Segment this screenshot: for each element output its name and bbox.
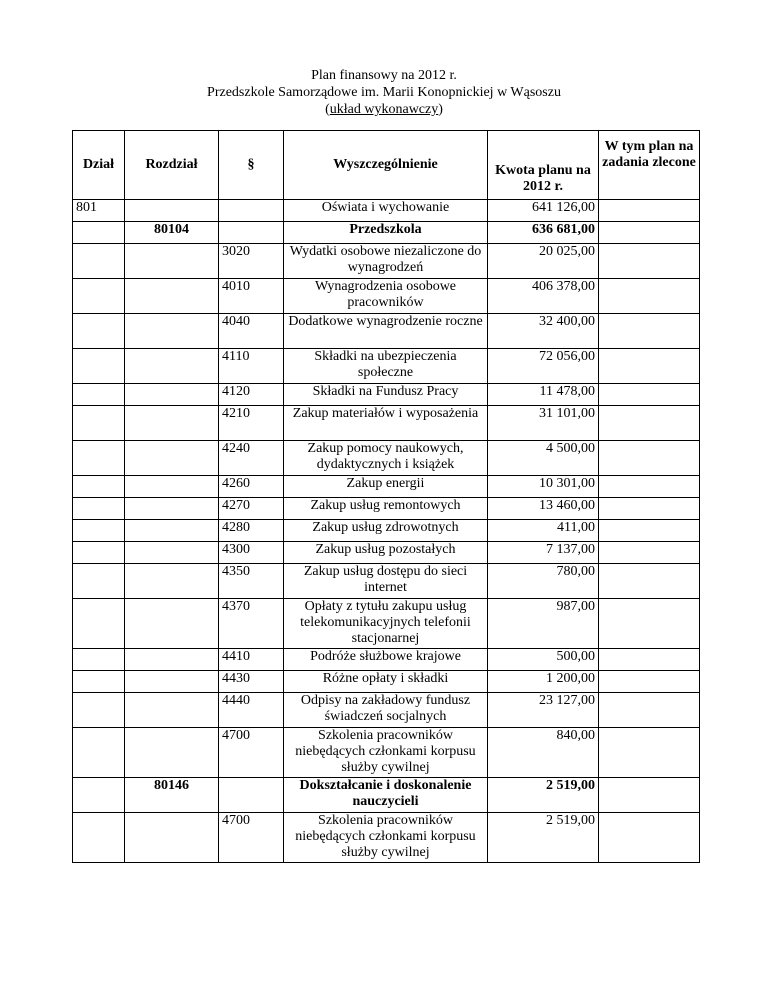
item-paragraph: 4370 (219, 599, 284, 649)
item-paragraph: 4280 (219, 520, 284, 542)
table-row (73, 564, 700, 599)
item-description: Zakup usług pozostałych (284, 542, 488, 564)
dzial-amount: 641 126,00 (488, 200, 599, 222)
item-paragraph: 4410 (219, 649, 284, 671)
dzial-code: 801 (73, 200, 125, 222)
col-header-wyszczegolnienie: Wyszczególnienie (284, 131, 488, 200)
col-header-dzial: Dział (73, 131, 125, 200)
item-description: Zakup usług zdrowotnych (284, 520, 488, 542)
item-amount: 1 200,00 (488, 671, 599, 693)
item-paragraph: 4120 (219, 384, 284, 406)
doc-title: Plan finansowy na 2012 r. (311, 68, 457, 83)
table-row (73, 314, 700, 349)
item-paragraph: 4110 (219, 349, 284, 384)
item-description: Dodatkowe wynagrodzenie roczne (284, 314, 488, 349)
item-amount: 10 301,00 (488, 476, 599, 498)
table-row (73, 542, 700, 564)
section-name: Dokształcanie i doskonalenie nauczycieli (284, 778, 488, 813)
col-header-rozdzial: Rozdział (125, 131, 219, 200)
item-amount: 411,00 (488, 520, 599, 542)
item-amount: 20 025,00 (488, 244, 599, 279)
item-paragraph: 4210 (219, 406, 284, 441)
col-header-paragraf: § (219, 131, 284, 200)
item-paragraph: 4040 (219, 314, 284, 349)
section-amount: 636 681,00 (488, 222, 599, 244)
item-description: Zakup pomocy naukowych, dydaktycznych i książek (284, 441, 488, 476)
item-description: Szkolenia pracowników niebędących członkami korpusu służby cywilnej (284, 813, 488, 863)
section-row (73, 222, 700, 244)
item-description: Szkolenia pracowników niebędących członkami korpusu służby cywilnej (284, 728, 488, 778)
table-header-row (73, 131, 700, 200)
table-row (73, 349, 700, 384)
item-description: Składki na Fundusz Pracy (284, 384, 488, 406)
item-paragraph: 4350 (219, 564, 284, 599)
item-amount: 987,00 (488, 599, 599, 649)
item-paragraph: 4430 (219, 671, 284, 693)
item-description: Składki na ubezpieczenia społeczne (284, 349, 488, 384)
item-description: Zakup usług dostępu do sieci internet (284, 564, 488, 599)
item-description: Wydatki osobowe niezaliczone do wynagrodzeń (284, 244, 488, 279)
col-header-zlecone: W tym plan na zadania zlecone (599, 131, 700, 200)
item-amount: 500,00 (488, 649, 599, 671)
item-amount: 11 478,00 (488, 384, 599, 406)
item-amount: 2 519,00 (488, 813, 599, 863)
item-amount: 31 101,00 (488, 406, 599, 441)
table-row (73, 384, 700, 406)
table-row (73, 244, 700, 279)
section-code: 80146 (125, 778, 219, 813)
table-row (73, 649, 700, 671)
item-paragraph: 4270 (219, 498, 284, 520)
item-paragraph: 4010 (219, 279, 284, 314)
table-row (73, 279, 700, 314)
table-row (73, 476, 700, 498)
item-description: Odpisy na zakładowy fundusz świadczeń socjalnych (284, 693, 488, 728)
item-paragraph: 4700 (219, 728, 284, 778)
item-amount: 32 400,00 (488, 314, 599, 349)
item-description: Wynagrodzenia osobowe pracowników (284, 279, 488, 314)
table-row (73, 728, 700, 778)
table-row (73, 599, 700, 649)
section-row (73, 778, 700, 813)
doc-institution: Przedszkole Samorządowe im. Marii Konopnickiej w Wąsoszu (207, 85, 561, 100)
dzial-row (73, 200, 700, 222)
item-amount: 780,00 (488, 564, 599, 599)
item-description: Zakup materiałów i wyposażenia (284, 406, 488, 441)
item-amount: 13 460,00 (488, 498, 599, 520)
table-row (73, 813, 700, 863)
section-code: 80104 (125, 222, 219, 244)
table-row (73, 693, 700, 728)
item-paragraph: 4700 (219, 813, 284, 863)
document-header (0, 67, 768, 118)
dzial-name: Oświata i wychowanie (284, 200, 488, 222)
item-amount: 840,00 (488, 728, 599, 778)
item-amount: 72 056,00 (488, 349, 599, 384)
item-paragraph: 4440 (219, 693, 284, 728)
item-paragraph: 4300 (219, 542, 284, 564)
table-row (73, 520, 700, 542)
item-description: Podróże służbowe krajowe (284, 649, 488, 671)
item-description: Zakup energii (284, 476, 488, 498)
section-amount: 2 519,00 (488, 778, 599, 813)
item-paragraph: 4240 (219, 441, 284, 476)
table-row (73, 671, 700, 693)
financial-plan-table (72, 130, 700, 863)
col-header-kwota: Kwota planu na 2012 r. (488, 131, 599, 200)
doc-layout-note: (układ wykonawczy) (325, 102, 443, 117)
item-description: Zakup usług remontowych (284, 498, 488, 520)
item-amount: 4 500,00 (488, 441, 599, 476)
item-paragraph: 4260 (219, 476, 284, 498)
table-row (73, 441, 700, 476)
item-amount: 23 127,00 (488, 693, 599, 728)
item-description: Różne opłaty i składki (284, 671, 488, 693)
table-row (73, 498, 700, 520)
item-amount: 7 137,00 (488, 542, 599, 564)
item-paragraph: 3020 (219, 244, 284, 279)
table-row (73, 406, 700, 441)
item-description: Opłaty z tytułu zakupu usług telekomunikacyjnych telefonii stacjonarnej (284, 599, 488, 649)
section-name: Przedszkola (284, 222, 488, 244)
item-amount: 406 378,00 (488, 279, 599, 314)
